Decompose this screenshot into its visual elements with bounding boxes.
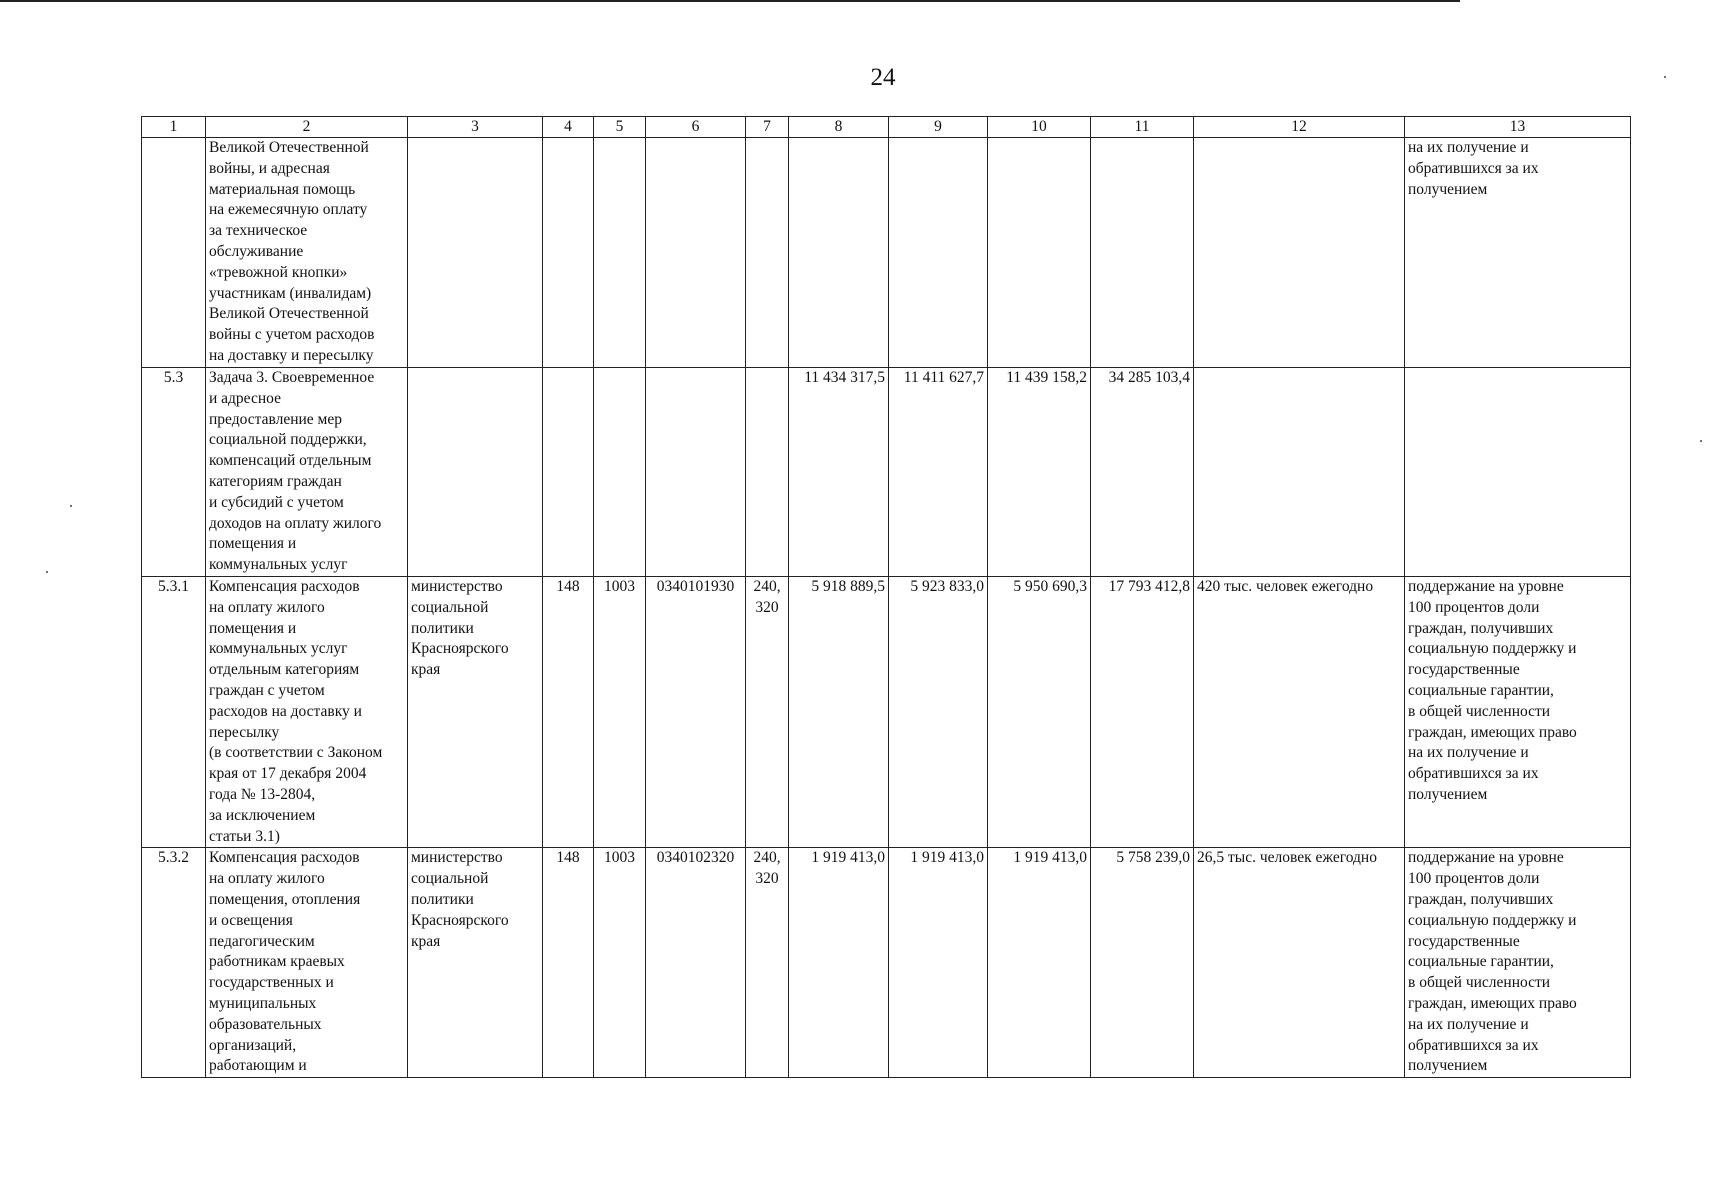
gruppa-code — [543, 368, 594, 577]
expected-result: 420 тыс. человек ежегодно — [1194, 576, 1405, 847]
column-number: 4 — [543, 117, 594, 138]
amount-year-3 — [988, 138, 1091, 368]
gruppa-code: 148 — [543, 576, 594, 847]
amount-year-3: 1 919 413,0 — [988, 848, 1091, 1078]
expense-type-code — [746, 368, 789, 577]
measure-description: Компенсация расходов на оплату жилого помещения и коммунальных услуг отдельным категориям граждан с учетом расходов на доставку и пересылку (в соответствии с Законом края от 17 декабря 2004 года № 13-2804, за исключением статьи 3.1) — [206, 576, 408, 847]
responsible-executor — [408, 138, 543, 368]
column-number: 2 — [206, 117, 408, 138]
column-number-header-row — [142, 117, 1631, 138]
scan-speck — [70, 505, 72, 507]
expense-type-code — [746, 138, 789, 368]
amount-year-2: 5 923 833,0 — [889, 576, 988, 847]
table-row-continuation — [142, 138, 1631, 368]
page-number: 24 — [870, 64, 896, 91]
target-article-code — [646, 138, 746, 368]
indicator-description: на их получение и обратившихся за их получением — [1405, 138, 1631, 368]
measure-description: Компенсация расходов на оплату жилого помещения, отопления и освещения педагогическим работникам краевых государственных и муниципальных образовательных организаций, работающим и — [206, 848, 408, 1078]
amount-year-2: 11 411 627,7 — [889, 368, 988, 577]
section-code — [594, 368, 646, 577]
target-article-code: 0340101930 — [646, 576, 746, 847]
responsible-executor: министерство социальной политики Красноярского края — [408, 576, 543, 847]
column-number: 13 — [1405, 117, 1631, 138]
amount-total: 34 285 103,4 — [1091, 368, 1194, 577]
indicator-description — [1405, 368, 1631, 577]
amount-year-1: 11 434 317,5 — [789, 368, 889, 577]
table-row-5-3-1 — [142, 576, 1631, 847]
target-article-code: 0340102320 — [646, 848, 746, 1078]
scan-speck — [46, 571, 48, 573]
gruppa-code: 148 — [543, 848, 594, 1078]
table-row-task-5-3 — [142, 368, 1631, 577]
expected-result — [1194, 138, 1405, 368]
responsible-executor — [408, 368, 543, 577]
section-code: 1003 — [594, 848, 646, 1078]
column-number: 3 — [408, 117, 543, 138]
amount-year-1 — [789, 138, 889, 368]
column-number: 5 — [594, 117, 646, 138]
expense-type-code: 240, 320 — [746, 848, 789, 1078]
table-row-5-3-2 — [142, 848, 1631, 1078]
amount-year-2: 1 919 413,0 — [889, 848, 988, 1078]
scan-speck — [1700, 440, 1702, 442]
column-number: 10 — [988, 117, 1091, 138]
column-number: 9 — [889, 117, 988, 138]
gruppa-code — [543, 138, 594, 368]
target-article-code — [646, 368, 746, 577]
row-number: 5.3 — [142, 368, 206, 577]
indicator-description: поддержание на уровне 100 процентов доли граждан, получивших социальную поддержку и государственные социальные гарантии, в общей численности граждан, имеющих право на их получение и обратившихся за их получением — [1405, 576, 1631, 847]
expected-result: 26,5 тыс. человек ежегодно — [1194, 848, 1405, 1078]
program-measures-table — [141, 116, 1631, 1078]
column-number: 1 — [142, 117, 206, 138]
amount-total: 17 793 412,8 — [1091, 576, 1194, 847]
amount-year-3: 11 439 158,2 — [988, 368, 1091, 577]
column-number: 11 — [1091, 117, 1194, 138]
scan-top-rule — [0, 0, 1460, 2]
column-number: 7 — [746, 117, 789, 138]
column-number: 6 — [646, 117, 746, 138]
expense-type-code: 240, 320 — [746, 576, 789, 847]
section-code — [594, 138, 646, 368]
amount-total: 5 758 239,0 — [1091, 848, 1194, 1078]
amount-year-1: 5 918 889,5 — [789, 576, 889, 847]
expected-result — [1194, 368, 1405, 577]
scan-speck — [1664, 76, 1666, 78]
column-number: 8 — [789, 117, 889, 138]
amount-year-1: 1 919 413,0 — [789, 848, 889, 1078]
row-number: 5.3.1 — [142, 576, 206, 847]
row-number: 5.3.2 — [142, 848, 206, 1078]
measure-description: Великой Отечественной войны, и адресная материальная помощь на ежемесячную оплату за техническое обслуживание «тревожной кнопки» участникам (инвалидам) Великой Отечественной войны с учетом расходов на доставку и пересылку — [206, 138, 408, 368]
row-number — [142, 138, 206, 368]
responsible-executor: министерство социальной политики Красноярского края — [408, 848, 543, 1078]
section-code: 1003 — [594, 576, 646, 847]
amount-year-3: 5 950 690,3 — [988, 576, 1091, 847]
measure-description: Задача 3. Своевременное и адресное предоставление мер социальной поддержки, компенсаций отдельным категориям граждан и субсидий с учетом доходов на оплату жилого помещения и коммунальных услуг — [206, 368, 408, 577]
indicator-description: поддержание на уровне 100 процентов доли граждан, получивших социальную поддержку и государственные социальные гарантии, в общей численности граждан, имеющих право на их получение и обратившихся за их получением — [1405, 848, 1631, 1078]
column-number: 12 — [1194, 117, 1405, 138]
amount-year-2 — [889, 138, 988, 368]
amount-total — [1091, 138, 1194, 368]
